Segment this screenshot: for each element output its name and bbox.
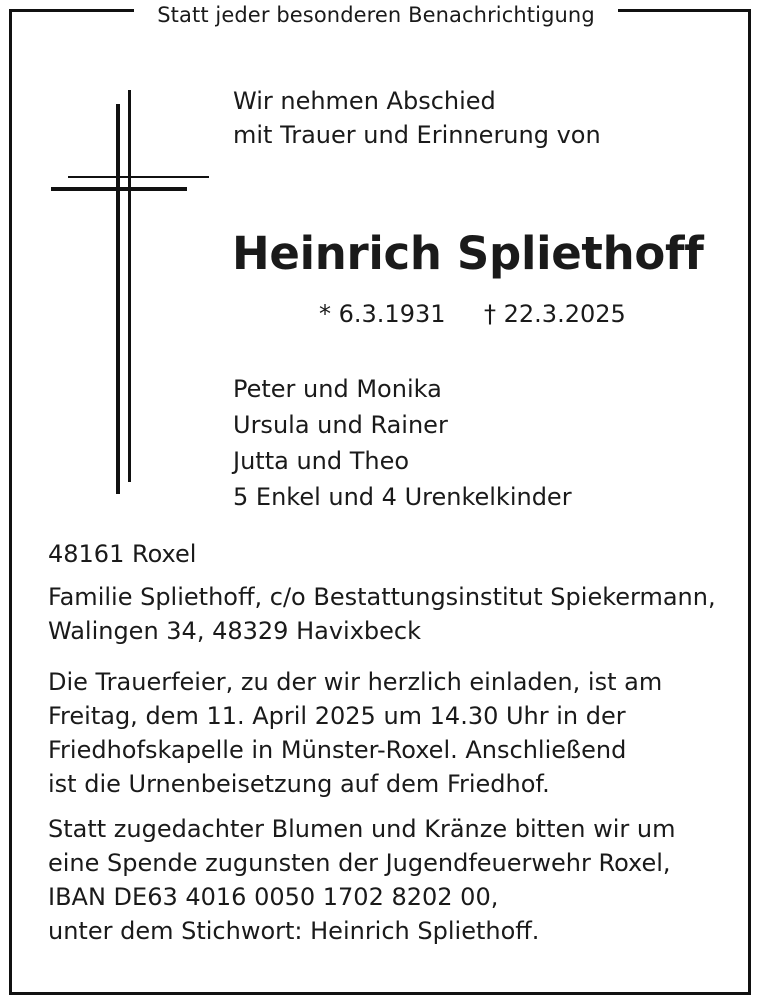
notice-header: Statt jeder besonderen Benachrichtigung — [134, 0, 618, 30]
ceremony-line: Friedhofskapelle in Münster-Roxel. Anschließend — [48, 736, 627, 764]
address-line: Familie Spliethoff, c/o Bestattungsinstitut Spiekermann, — [48, 583, 716, 611]
ceremony-line: Die Trauerfeier, zu der wir herzlich einladen, ist am — [48, 668, 663, 696]
birth-date: * 6.3.1931 — [319, 300, 446, 328]
mourner-line: 5 Enkel und 4 Urenkelkinder — [233, 483, 572, 511]
donation-line: Statt zugedachter Blumen und Kränze bitten wir um — [48, 815, 676, 843]
mourner-line: Jutta und Theo — [233, 447, 410, 475]
cross-icon-vertical-bar-thin — [128, 90, 131, 482]
ceremony-line: ist die Urnenbeisetzung auf dem Friedhof. — [48, 770, 550, 798]
place-line: 48161 Roxel — [48, 540, 197, 568]
mourner-line: Peter und Monika — [233, 375, 442, 403]
deceased-name: Heinrich Spliethoff — [232, 227, 704, 280]
intro-line: mit Trauer und Erinnerung von — [233, 121, 601, 149]
donation-line: unter dem Stichwort: Heinrich Spliethoff. — [48, 917, 540, 945]
cross-icon-horizontal-bar-thin — [68, 176, 209, 178]
mourner-line: Ursula und Rainer — [233, 411, 448, 439]
death-date: † 22.3.2025 — [484, 300, 626, 328]
intro-line: Wir nehmen Abschied — [233, 87, 496, 115]
donation-line: eine Spende zugunsten der Jugendfeuerwehr Roxel, — [48, 849, 671, 877]
cross-icon-horizontal-bar — [51, 187, 187, 191]
ceremony-line: Freitag, dem 11. April 2025 um 14.30 Uhr in der — [48, 702, 626, 730]
cross-icon-vertical-bar — [116, 104, 120, 494]
donation-line: IBAN DE63 4016 0050 1702 8202 00, — [48, 883, 499, 911]
address-line: Walingen 34, 48329 Havixbeck — [48, 617, 421, 645]
